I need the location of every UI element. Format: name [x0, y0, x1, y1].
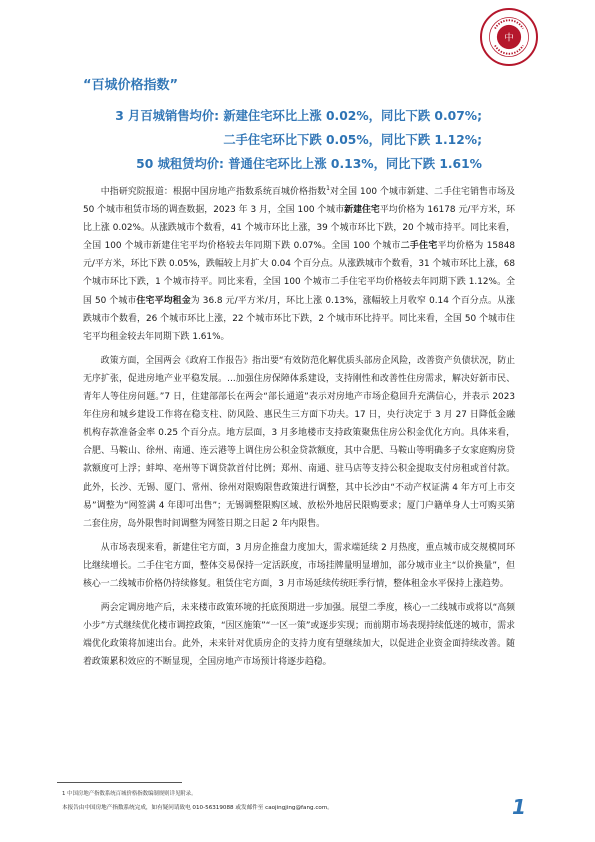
headline-rent-price: 50 城租赁均价: 普通住宅环比上涨 0.13%，同比下跌 1.61%: [136, 157, 482, 171]
keyword-rent: 住宅平均租金: [136, 295, 191, 306]
seal-logo-icon: [482, 10, 536, 64]
page-footer: 本报告由中国房地产指数系统完成，如有疑问请致电 010-56319088 或发邮件至 caojingjing@fang.com。: [62, 805, 333, 811]
report-body: [83, 183, 515, 671]
summary-text: 对全国 100 个城市新建、二手住宅销售市场及 50 个城市租赁市场的调查数据，2023 年 3 月，全国 100 个城市: [83, 187, 515, 216]
headline-resale-price: 二手住宅环比下跌 0.05%，同比下跌 1.12%;: [223, 133, 482, 147]
headline-new-home-price: 3 月百城销售均价: 新建住宅环比上涨 0.02%，同比下跌 0.07%;: [115, 109, 482, 123]
summary-text: 为 36.8 元/平方米/月，环比上涨 0.13%，涨幅较上月收窄 0.14 个百分点。从涨跌城市个数看，26 个城市环比上涨，22 个城市环比下跌，2 个城市环比持平。同比来看，全国 50 个城市住宅平均租金较去年同期下跌 1.61%。: [83, 295, 515, 342]
footnote-divider: [57, 782, 182, 783]
page-number: 1: [512, 795, 526, 819]
paragraph-market: 从市场表现来看，新建住宅方面，3 月房企推盘力度加大，需求端延续 2 月热度，重点城市成交规模同环比继续增长。二手住宅方面，整体交易保持一定活跃度，市场挂牌量明显增加，部分城市业主“以价换量”，但核心一二线城市价格仍持续修复。租赁住宅方面，3 月市场延续传统旺季行情，整体租金水平保持上涨趋势。: [83, 542, 515, 589]
footnote: 1 中国房地产指数系统百城价格指数编制规则详见附录。: [62, 791, 197, 797]
footnote-ref: 1: [326, 185, 330, 193]
report-series-title: “百城价格指数”: [83, 78, 179, 93]
china-index-academy-seal: [480, 8, 538, 66]
keyword-resale: 二手住宅: [400, 241, 438, 252]
keyword-new-home: 新建住宅: [344, 205, 380, 216]
summary-text: 平均价格为 16178 元/平方米，环比上涨 0.02%。从涨跌城市个数看，41 个城市环比上涨，39 个城市环比下跌，20 个城市持平。同比来看，全国 100 个城市新建住宅平均价格较去年同期下跌 0.07%。全国 100 个城市: [83, 205, 515, 252]
paragraph-summary: [83, 183, 515, 346]
paragraph-outlook: 两会定调房地产后，未来楼市政策环境的托底预期进一步加强。展望二季度，核心一二线城市或将以“高频小步”方式继续优化楼市调控政策，“因区施策”“一区一策”或逐步实现；而前期市场表现持续低迷的城市，需求端优化政策将加速出台。此外，未来针对优质房企的支持力度有望继续加大，以促进企业资金面持续改善。随着政策累积效应的不断显现，全国房地产市场预计将逐步趋稳。: [83, 603, 515, 668]
paragraph-policy: 政策方面，全国两会《政府工作报告》指出要“有效防范化解优质头部房企风险，改善资产负债状况，防止无序扩张，促进房地产业平稳发展。...加强住房保障体系建设，支持刚性和改善性住房需求，解决好新市民、青年人等住房问题。”7 日，住建部部长在两会“部长通道”表示对房地产市场企稳回升充满信心，并表示 2023 年住房和城乡建设工作将在稳支柱、防风险、惠民生三方面下功夫。17 日，央行决定于 3 月 27 日降低金融机构存款准备金率 0.25 个百分点。地方层面，3 月多地楼市支持政策聚焦住房公积金优化方向。具体来看，合肥、马鞍山、徐州、南通、连云港等上调住房公积金贷款额度，其中合肥、马鞍山等明确多子女家庭购房贷款额度可上浮；蚌埠、亳州等下调贷款首付比例；郑州、南通、驻马店等支持公积金提取支付房租或首付款。此外，长沙、无锡、厦门、常州、徐州对限购限售政策进行调整，其中长沙由“不动产权证满 4 年方可上市交易”调整为“网签满 4 年即可出售”；无锡调整限购区域、放松外地居民限购要求；厦门户籍单身人士可购买第二套住房，岛外限售时间调整为网签日期之日起 2 年内限售。: [83, 355, 515, 529]
svg-text:中: 中: [504, 32, 514, 44]
summary-text: 中指研究院报道：根据中国房地产指数系统百城价格指数: [100, 187, 327, 197]
summary-text: 平均价格为 15848 元/平方米，环比下跌 0.05%，跌幅较上月扩大 0.04 个百分点。从涨跌城市个数看，31 个城市环比上涨，68 个城市环比下跌，1 个城市持平。同比来看，全国 100 个城市二手住宅平均价格较去年同期下跌 1.12%。全国 50 个城市: [83, 241, 515, 306]
